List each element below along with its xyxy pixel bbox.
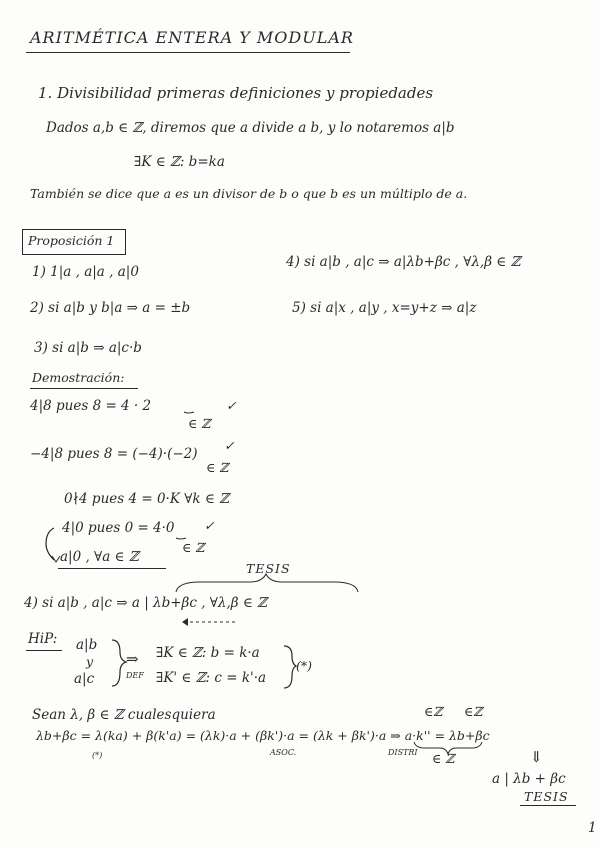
hip-brace-2 (284, 646, 296, 688)
demo-line-1-sub: ∈ ℤ (188, 416, 211, 431)
eq-sub-distri: DISTRI (388, 748, 418, 757)
proposition-item-3: 3) si a|b ⇒ a|c·b (34, 340, 142, 356)
demo-line-6: 4) si a|b , a|c ⇒ a | λb+βc , ∀λ,β ∈ ℤ (24, 595, 268, 611)
eq-under: ∈ ℤ (432, 751, 455, 766)
hip-def-tag: DEF (126, 671, 144, 680)
demo-line-4: 4|0 pues 0 = 4·0 (62, 520, 175, 536)
checkmark-2: ✓ (224, 438, 235, 453)
equation-line: λb+βc = λ(ka) + β(k'a) = (λk)·a + (βk')·a = (λk + βk')·a ⇒ a·k'' = λb+βc (36, 728, 490, 743)
demo-line-4-sub: ∈ ℤ (182, 540, 205, 555)
hip-brace-1 (112, 640, 126, 686)
demo-line-3: 0∤4 pues 4 = 0·K ∀k ∈ ℤ (64, 491, 229, 507)
proposition-item-5: 5) si a|x , a|y , x=y+z ⇒ a|z (292, 300, 477, 316)
eq-top-z1: ∈ℤ (424, 704, 443, 719)
definition-line-1: Dados a,b ∈ ℤ, diremos que a divide a b, y lo notaremos a|b (46, 120, 455, 136)
checkmark-3: ✓ (204, 518, 215, 533)
left-brace (46, 528, 54, 560)
demo-line-1: 4|8 pues 8 = 4 · 2 (30, 398, 152, 414)
hip-line-a: a|b (76, 637, 98, 653)
eq-top-z2: ∈ℤ (464, 704, 483, 719)
definition-line-3: También se dice que a es un divisor de b o que b es un múltiplo de a. (30, 186, 468, 201)
demo-line-2-sub: ∈ ℤ (206, 460, 229, 475)
hip-star: (*) (296, 658, 313, 673)
hip-result-1: ∃K ∈ ℤ: b = k·a (156, 645, 260, 661)
hip-line-y: y (86, 654, 94, 669)
hip-result-2: ∃K' ∈ ℤ: c = k'·a (156, 670, 267, 686)
tesis-bottom: TESIS (524, 789, 569, 804)
demo-label: Demostración: (32, 370, 125, 385)
page-title: ARITMÉTICA ENTERA Y MODULAR (30, 28, 354, 47)
demo-line-2: −4|8 pues 8 = (−4)·(−2) (30, 446, 198, 462)
tesis-top: TESIS (246, 561, 291, 576)
tesis-overbrace (176, 574, 358, 592)
eq-sub-star: (*) (92, 751, 103, 760)
final-result: a | λb + βc (492, 771, 566, 787)
sean-line: Sean λ, β ∈ ℤ cualesquiera (32, 707, 216, 723)
hip-label: HiP: (28, 631, 58, 647)
eq-sub-asoc: ASOC. (270, 748, 297, 757)
arrow-down: ⇓ (530, 748, 543, 766)
hip-line-b: a|c (74, 671, 95, 687)
section-heading: 1. Divisibilidad primeras definiciones y propiedades (38, 84, 434, 102)
definition-line-2: ∃K ∈ ℤ: b=ka (134, 154, 225, 170)
eq-underbrace (414, 742, 482, 754)
demo-line-5: a|0 , ∀a ∈ ℤ (60, 549, 139, 565)
proposition-item-2: 2) si a|b y b|a ⇒ a = ±b (30, 300, 191, 316)
proposition-item-1: 1) 1|a , a|a , a|0 (32, 264, 139, 280)
proposition-label: Proposición 1 (28, 233, 115, 248)
page-number: 1 (588, 820, 597, 836)
hip-implies: ⇒ (126, 650, 139, 668)
proposition-item-4: 4) si a|b , a|c ⇒ a|λb+βc , ∀λ,β ∈ ℤ (286, 254, 521, 270)
checkmark-1: ✓ (226, 398, 237, 413)
